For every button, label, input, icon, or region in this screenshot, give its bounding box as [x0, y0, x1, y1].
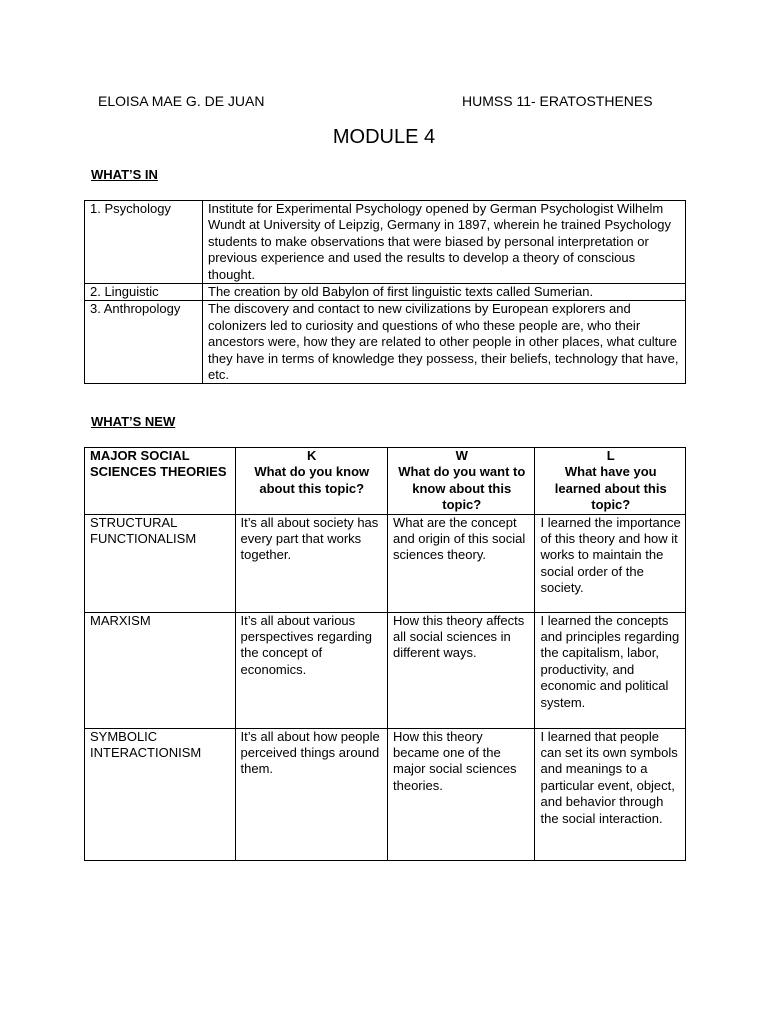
- whats-in-table: [84, 200, 686, 384]
- term-cell: 2. Linguistic: [85, 284, 203, 301]
- column-header-label: What do you want to know about this topic?: [398, 464, 526, 513]
- table-row: [85, 514, 686, 612]
- term-cell: 3. Anthropology: [85, 301, 203, 384]
- whats-in-heading: WHAT’S IN: [91, 167, 158, 182]
- term-cell: 1. Psychology: [85, 201, 203, 284]
- w-cell: How this theory became one of the major social sciences theories.: [388, 728, 535, 860]
- description-cell: The discovery and contact to new civilizations by European explorers and colonizers led to curiosity and questions of who these people are, who their ancestors were, how they are related to other people in other places, what culture they have in terms of knowledge they possess, their beliefs, technology that have, etc.: [203, 301, 686, 384]
- column-header-theories: [85, 448, 236, 515]
- column-header-label: What do you know about this topic?: [254, 464, 370, 496]
- table-row: [85, 728, 686, 860]
- table-row: [85, 201, 686, 284]
- theory-cell: STRUCTURAL FUNCTIONALISM: [85, 514, 236, 612]
- column-header-label: What have you learned about this topic?: [554, 464, 667, 513]
- column-header-w: [388, 448, 535, 515]
- l-cell: I learned the importance of this theory and how it works to maintain the social order of the society.: [535, 514, 686, 612]
- student-name: ELOISA MAE G. DE JUAN: [98, 93, 265, 109]
- theory-cell: SYMBOLIC INTERACTIONISM: [85, 728, 236, 860]
- k-cell: It’s all about society has every part that works together.: [235, 514, 388, 612]
- table-row: [85, 612, 686, 728]
- whats-new-heading: WHAT’S NEW: [91, 414, 176, 429]
- page-title: MODULE 4: [332, 126, 436, 148]
- table-row: [85, 301, 686, 384]
- k-cell: It’s all about various perspectives regarding the concept of economics.: [235, 612, 388, 728]
- k-cell: It’s all about how people perceived things around them.: [235, 728, 388, 860]
- column-letter: K: [307, 448, 317, 463]
- column-letter: L: [606, 448, 615, 463]
- kwl-table: [84, 447, 686, 861]
- l-cell: I learned that people can set its own symbols and meanings to a particular event, object, and behavior through the social interaction.: [535, 728, 686, 860]
- column-header-l: [535, 448, 686, 515]
- description-cell: The creation by old Babylon of first linguistic texts called Sumerian.: [203, 284, 686, 301]
- description-cell: Institute for Experimental Psychology opened by German Psychologist Wilhelm Wundt at University of Leipzig, Germany in 1897, wherein he trained Psychology students to make observations that were biased by personal interpretation or previous experience and used the results to develop a theory of conscious thought.: [203, 201, 686, 284]
- column-header-label: MAJOR SOCIAL SCIENCES THEORIES: [90, 448, 227, 480]
- column-letter: W: [455, 448, 468, 463]
- column-header-k: [235, 448, 388, 515]
- w-cell: What are the concept and origin of this social sciences theory.: [388, 514, 535, 612]
- table-row: [85, 284, 686, 301]
- student-section: HUMSS 11- ERATOSTHENES: [462, 93, 653, 109]
- table-header-row: [85, 448, 686, 515]
- w-cell: How this theory affects all social sciences in different ways.: [388, 612, 535, 728]
- l-cell: I learned the concepts and principles regarding the capitalism, labor, productivity, and economic and political system.: [535, 612, 686, 728]
- theory-cell: MARXISM: [85, 612, 236, 728]
